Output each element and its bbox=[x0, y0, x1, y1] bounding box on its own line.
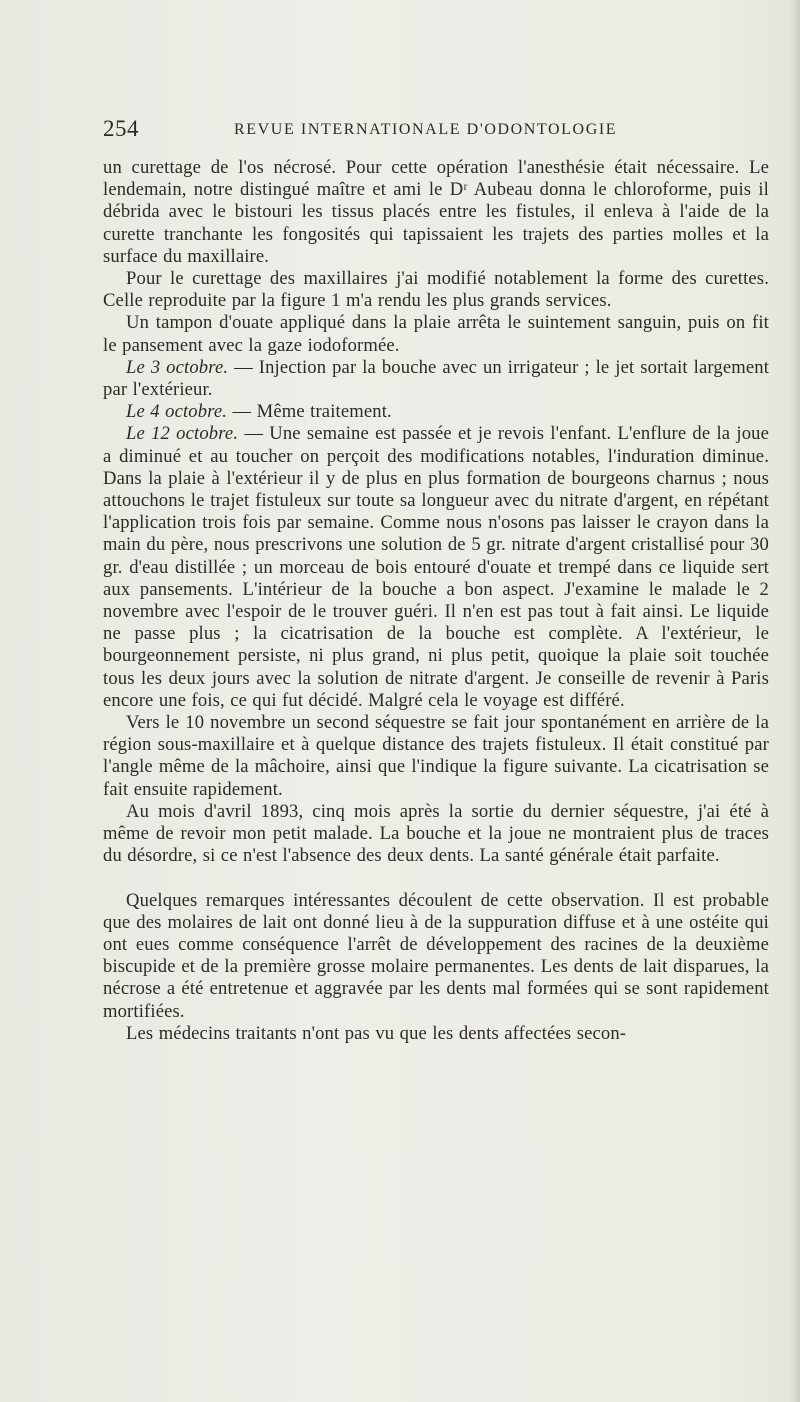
page-header bbox=[103, 116, 783, 146]
paragraph-1 bbox=[103, 157, 769, 268]
entry-date: Le 3 octobre. bbox=[126, 356, 229, 378]
paragraph-text: Vers le 10 novembre un second séquestre se fait jour spontanément en arrière de la région sous-maxillaire et à quelque distance des trajets fistuleux. Il était constitué par l'angle même de la mâchoire, ainsi que l'indique la figure suivante. La cicatrisation se fait ensuite rapidement. bbox=[103, 712, 769, 800]
paragraph-3 bbox=[103, 312, 769, 356]
paragraph-text: — Injection par la bouche avec un irrigateur ; le jet sortait largement par l'extérieur. bbox=[103, 356, 770, 401]
paragraph-text: Les médecins traitants n'ont pas vu que les dents affectées secon- bbox=[126, 1022, 627, 1044]
paragraph-text: — Même traitement. bbox=[227, 401, 392, 423]
paragraph-10 bbox=[103, 1023, 769, 1045]
paragraph-9 bbox=[103, 890, 769, 1023]
paragraph-5 bbox=[103, 401, 769, 423]
paragraph-text: Un tampon d'ouate appliqué dans la plaie arrêta le suintement sanguin, puis on fit le pansement avec la gaze iodoformée. bbox=[103, 312, 769, 356]
paragraph-text: Au mois d'avril 1893, cinq mois après la sortie du dernier séquestre, j'ai été à même de revoir mon petit malade. La bouche et la joue ne montraient plus de traces du désordre, si ce n'est l'absence des deux dents. La santé générale était parfaite. bbox=[103, 800, 769, 867]
paragraph-8 bbox=[103, 801, 769, 868]
paragraph-4 bbox=[103, 357, 769, 401]
body-text bbox=[103, 157, 769, 1045]
paragraph-text: un curettage de l'os nécrosé. Pour cette opération l'anesthésie était nécessaire. Le lendemain, notre distingué maître et ami le Dʳ Aubeau donna le chloroforme, puis il débrida avec le bistouri les tissus placés entre les fistules, il enleva à l'aide de la curette tranchante les fongosités qui tapissaient les trajets des parties molles et la surface du maxillaire. bbox=[103, 157, 769, 267]
paragraph-text: Pour le curettage des maxillaires j'ai modifié notablement la forme des curettes. Celle reproduite par la figure 1 m'a rendu les plus grands services. bbox=[103, 268, 769, 312]
paragraph-6 bbox=[103, 423, 769, 712]
entry-date: Le 4 octobre. bbox=[126, 401, 228, 423]
page-number: 254 bbox=[103, 116, 139, 141]
paragraph-text: — Une semaine est passée et je revois l'enfant. L'enflure de la joue a diminué et au toucher on perçoit des modifications notables, l'induration diminue. Dans la plaie à l'extérieur il y de plus en plus formation de bourgeons charnus ; nous attouchons le trajet fistuleux sur toute sa longueur avec du nitrate d'argent, en répétant l'application trois fois par semaine. Comme nous n'osons pas laisser le crayon dans la main du père, nous prescrivons une solution de 5 gr. nitrate d'argent cristallisé pour 30 gr. d'eau distillée ; un morceau de bois entouré d'ouate et trempé dans ce liquide sert aux pansements. L'intérieur de la bouche a bon aspect. J'examine le malade le 2 novembre avec l'espoir de le trouver guéri. Il n'en est pas tout à fait ainsi. Le liquide ne passe plus ; la cicatrisation de la bouche est complète. A l'extérieur, le bourgeonnement persiste, ni plus grand, ni plus petit, quoique la plaie soit touchée tous les deux jours avec la solution de nitrate d'argent. Je conseille de revenir à Paris encore une fois, ce qui fut décidé. Malgré cela le voyage est différé. bbox=[103, 423, 769, 711]
entry-date: Le 12 octobre. bbox=[126, 423, 239, 445]
paragraph-2 bbox=[103, 268, 769, 312]
paragraph-7 bbox=[103, 712, 769, 801]
paragraph-text: Quelques remarques intéressantes découlent de cette observation. Il est probable que des molaires de lait ont donné lieu à de la suppuration diffuse et à une ostéite qui ont eues comme conséquence l'arrêt de développement des racines de la deuxième biscupide et de la première grosse molaire permanentes. Les dents de lait disparues, la nécrose a été entretenue et aggravée par les dents mal formées qui se sont rapidement mortifiées. bbox=[103, 889, 769, 1022]
running-head: REVUE INTERNATIONALE D'ODONTOLOGIE bbox=[234, 121, 618, 138]
page-edge-shadow bbox=[790, 0, 800, 1402]
